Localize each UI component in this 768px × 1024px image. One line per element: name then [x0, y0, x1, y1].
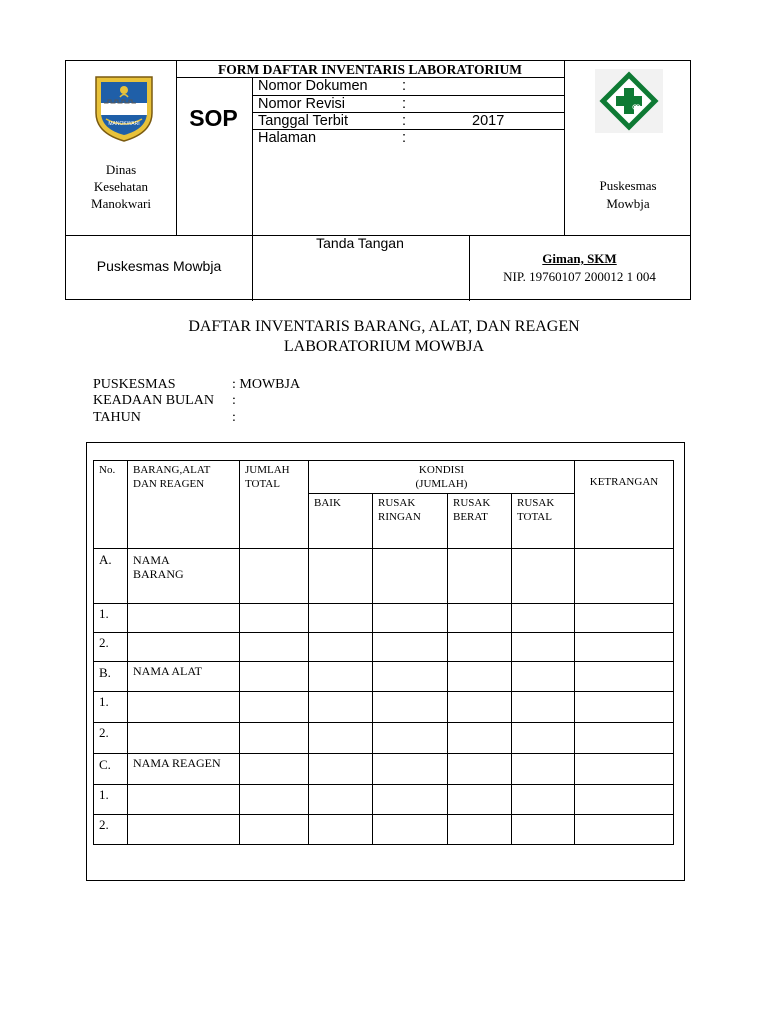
table-cell [512, 662, 575, 692]
section-letter: B. [94, 662, 128, 692]
table-cell [309, 815, 373, 845]
table-row [94, 815, 674, 845]
header-text: BARANG,ALAT [133, 464, 211, 476]
table-cell [512, 815, 575, 845]
info-tahun [93, 409, 236, 427]
table-cell [512, 785, 575, 815]
header-text: RUSAK [517, 497, 555, 509]
table-header-row [94, 461, 674, 494]
table-cell [575, 692, 674, 723]
table-cell [128, 785, 240, 815]
table-cell [373, 815, 448, 845]
section-name-line: NAMA [133, 553, 170, 567]
table-cell [309, 633, 373, 662]
org-name-puskesmas [566, 177, 690, 213]
table-cell [128, 815, 240, 845]
table-cell [575, 662, 674, 692]
table-cell [512, 754, 575, 785]
header-text: No. [99, 464, 116, 476]
table-row [94, 723, 674, 754]
table-cell [448, 604, 512, 633]
table-cell [309, 785, 373, 815]
table-cell [512, 692, 575, 723]
col-header-barang [128, 461, 240, 549]
table-cell [373, 604, 448, 633]
table-cell [128, 604, 240, 633]
table-cell [373, 754, 448, 785]
table-cell [448, 549, 512, 604]
table-row [94, 604, 674, 633]
header-text: DAN REAGEN [133, 478, 205, 490]
inventory-table [93, 460, 674, 845]
meta-label: Nomor Revisi [258, 96, 346, 112]
col-header-kondisi [309, 461, 575, 494]
meta-nomor-dokumen [258, 78, 472, 95]
section-letter: A. [94, 549, 128, 604]
table-cell [448, 662, 512, 692]
meta-label: Halaman [258, 130, 317, 146]
header-text: (JUMLAH) [415, 478, 468, 490]
meta-label: Nomor Dokumen [258, 78, 368, 94]
col-header-baik [309, 494, 373, 549]
document-header [65, 60, 691, 300]
col-header-rusak-total [512, 494, 575, 549]
table-cell [373, 785, 448, 815]
table-cell [240, 785, 309, 815]
org-line: Kesehatan [93, 179, 149, 194]
table-cell [309, 723, 373, 754]
table-cell [448, 692, 512, 723]
title-line: LABORATORIUM MOWBJA [283, 338, 485, 355]
meta-colon: : [402, 113, 407, 129]
svg-text:MANOKWARI: MANOKWARI [108, 121, 140, 127]
org-line: Manokwari [91, 196, 151, 211]
table-cell [575, 785, 674, 815]
table-cell [575, 815, 674, 845]
table-cell [240, 723, 309, 754]
sop-label: SOP [189, 105, 238, 131]
info-key: PUSKESMAS [93, 377, 176, 392]
table-cell [309, 754, 373, 785]
table-cell [512, 604, 575, 633]
table-cell [575, 549, 674, 604]
section-name-line: NAMA REAGEN [133, 756, 221, 770]
header-text: BERAT [453, 511, 488, 523]
table-cell [240, 633, 309, 662]
row-number: 1. [94, 692, 128, 723]
form-title: FORM DAFTAR INVENTARIS LABORATORIUM [218, 62, 522, 77]
section-row [94, 754, 674, 785]
table-cell [575, 633, 674, 662]
table-row [94, 785, 674, 815]
row-number: 1. [94, 604, 128, 633]
table-cell [240, 815, 309, 845]
meta-nomor-revisi [258, 96, 472, 113]
table-cell [512, 723, 575, 754]
table-cell [373, 549, 448, 604]
section-row [94, 549, 674, 604]
info-keadaan-bulan [93, 392, 236, 410]
header-text: TOTAL [245, 478, 280, 490]
table-cell [448, 785, 512, 815]
section-name [128, 754, 240, 785]
section-name [128, 549, 240, 604]
meta-colon: : [402, 96, 407, 112]
table-cell [373, 723, 448, 754]
header-text: RUSAK [453, 497, 491, 509]
table-cell [373, 692, 448, 723]
table-cell [128, 692, 240, 723]
table-cell [240, 549, 309, 604]
divider [469, 235, 470, 301]
row-number: 2. [94, 723, 128, 754]
section-name-line: BARANG [133, 567, 184, 581]
org-line: Puskesmas [599, 178, 657, 193]
org-name-dinas [66, 161, 176, 212]
table-cell [309, 549, 373, 604]
table-cell [448, 633, 512, 662]
col-header-rusak-berat [448, 494, 512, 549]
info-value: : MOWBJA [232, 377, 301, 392]
info-value: : [232, 393, 236, 408]
col-header-rusak-ringan [373, 494, 448, 549]
table-cell [128, 723, 240, 754]
manokwari-emblem-icon [92, 73, 156, 143]
col-header-no [94, 461, 128, 549]
table-cell [373, 633, 448, 662]
row-number: 1. [94, 785, 128, 815]
table-cell [240, 692, 309, 723]
row-number: 2. [94, 633, 128, 662]
header-text: RINGAN [378, 511, 421, 523]
table-row [94, 692, 674, 723]
section-row [94, 662, 674, 692]
row-number: 2. [94, 815, 128, 845]
table-cell [240, 604, 309, 633]
signature-label: Tanda Tangan [316, 235, 404, 251]
header-text: KETRANGAN [589, 476, 659, 488]
header-text: BAIK [314, 497, 341, 509]
table-cell [575, 754, 674, 785]
col-header-jumlah [240, 461, 309, 549]
info-key: TAHUN [93, 410, 141, 425]
table-cell [309, 662, 373, 692]
meta-colon: : [402, 78, 407, 94]
signer-name: Giman, SKM [542, 251, 617, 266]
document-title [0, 317, 768, 357]
table-cell [373, 662, 448, 692]
info-value: : [232, 410, 236, 425]
divider [252, 77, 253, 235]
header-text: TOTAL [517, 511, 552, 523]
title-line: DAFTAR INVENTARIS BARANG, ALAT, DAN REAGEN [188, 318, 580, 335]
table-cell [240, 754, 309, 785]
signer-nip: NIP. 19760107 200012 1 004 [503, 269, 656, 284]
meta-halaman [258, 130, 472, 147]
table-cell [448, 815, 512, 845]
table-cell [448, 754, 512, 785]
meta-tanggal-terbit [258, 113, 504, 130]
header-text: JUMLAH [245, 464, 290, 476]
divider [176, 61, 177, 235]
table-cell [512, 549, 575, 604]
table-cell [575, 604, 674, 633]
table-cell [128, 633, 240, 662]
table-cell [240, 662, 309, 692]
table-cell [309, 692, 373, 723]
footer-puskesmas: Puskesmas Mowbja [96, 258, 222, 274]
meta-label: Tanggal Terbit [258, 113, 349, 129]
header-text: RUSAK [378, 497, 416, 509]
divider [564, 61, 565, 235]
header-text: KONDISI [418, 464, 465, 476]
section-name [128, 662, 240, 692]
table-cell [575, 723, 674, 754]
table-cell [512, 633, 575, 662]
section-name-line: NAMA ALAT [133, 664, 203, 678]
table-cell [448, 723, 512, 754]
org-line: Dinas [105, 162, 137, 177]
puskesmas-logo-icon [595, 69, 663, 133]
org-line: Mowbja [606, 196, 650, 211]
table-row [94, 633, 674, 662]
meta-colon: : [402, 130, 407, 146]
meta-value: 2017 [472, 113, 505, 129]
info-key: KEADAAN BULAN [93, 393, 214, 408]
table-cell [309, 604, 373, 633]
col-header-ketrangan [575, 461, 674, 549]
section-letter: C. [94, 754, 128, 785]
